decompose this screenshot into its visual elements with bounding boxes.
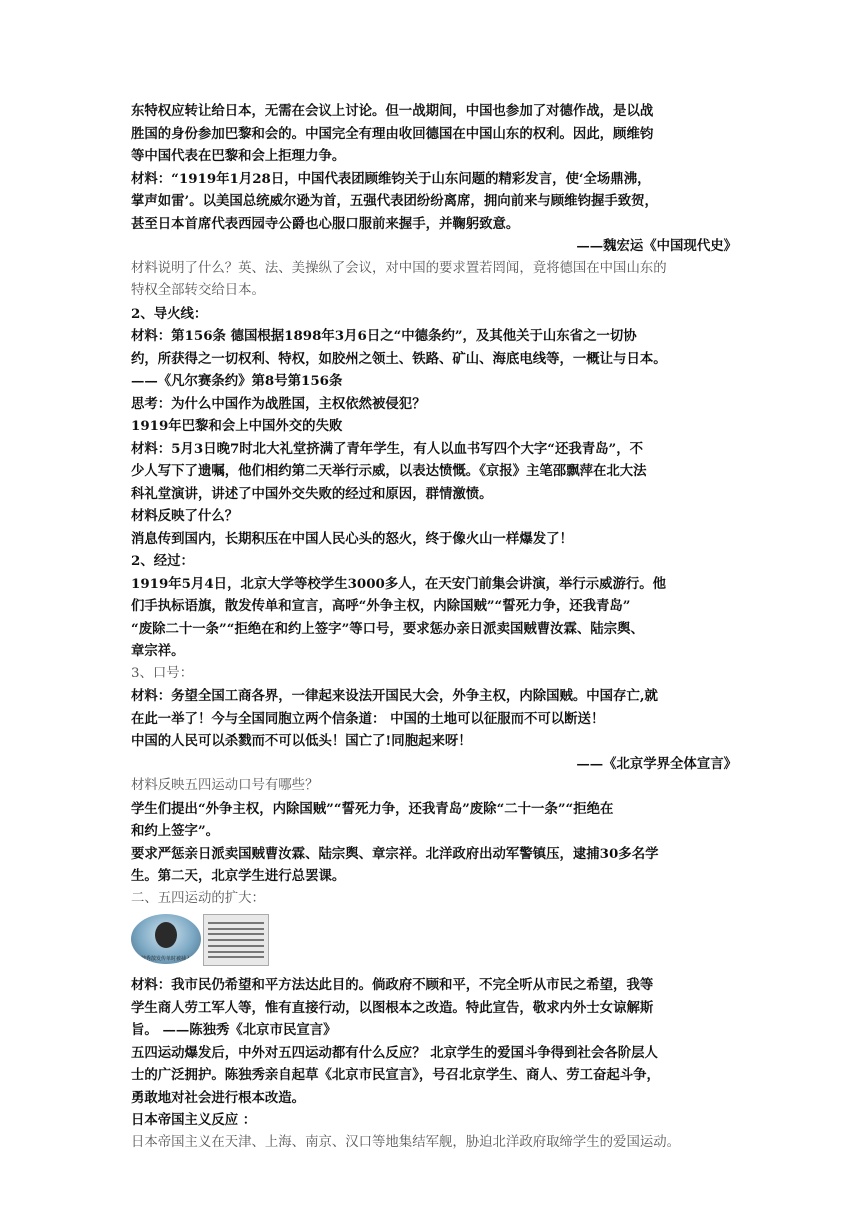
text-line: 章宗祥。	[131, 643, 185, 659]
text-line: 们手执标语旗，散发传单和宣言，高呼“外争主权，内除国贼”“誓死力争，还我青岛”	[131, 598, 631, 614]
text-line: 二、五四运动的扩大：	[131, 890, 265, 906]
text-line: 掌声如雷’。以美国总统威尔逊为首，五强代表团纷纷离席，拥向前来与顾维钧握手致贺，	[131, 193, 658, 209]
text-line: 特权全部转交给日本。	[131, 283, 265, 298]
portrait-figure	[155, 922, 177, 948]
text-line: 在此一举了！今与全国同胞立两个信条道： 中国的土地可以征服而不可以断送！	[131, 710, 605, 727]
text-line: 少人写下了遗嘱，他们相约第二天举行示威，以表达愤慨。《京报》主笔邵飘萍在北大法	[131, 463, 647, 479]
text-line: 勇敢地对社会进行根本改造。	[131, 1089, 306, 1106]
text-line: 中国的人民可以杀戮而不可以低头！国亡了!同胞起来呀！	[131, 733, 472, 749]
text-line: 2、经过：	[131, 553, 194, 569]
text-line: 1919年巴黎和会上中国外交的失败	[131, 418, 343, 434]
newspaper-image	[203, 914, 269, 966]
portrait-photo	[131, 914, 201, 964]
text-line: 五四运动爆发后，中外对五四运动都有什么反应？ 北京学生的爱国斗争得到社会各阶层人	[131, 1044, 658, 1061]
text-line: 要求严惩亲日派卖国贼曹汝霖、陆宗舆、章宗祥。北洋政府出动军警镇压，逮捕30多名学	[131, 845, 659, 862]
text-line: ——《北京学界全体宣言》	[576, 755, 737, 772]
photo-row	[131, 910, 737, 972]
text-line: 2、导火线：	[131, 305, 208, 322]
text-line: 材料：“1919年1月28日，中国代表团顾维钧关于山东问题的精彩发言，使‘全场鼎沸，	[131, 170, 651, 187]
text-line: 消息传到国内，长期积压在中国人民心头的怒火，终于像火山一样爆发了！	[131, 530, 573, 547]
text-line: 士的广泛拥护。陈独秀亲自起草《北京市民宣言》，号召北京学生、商人、劳工奋起斗争，	[131, 1067, 660, 1083]
photo-caption: 陈独秀散发传单时被捕入狱	[135, 956, 196, 962]
text-line: 东特权应转让给日本，无需在会议上讨论。但一战期间，中国也参加了对德作战，是以战	[131, 103, 654, 119]
text-line: ——魏宏运《中国现代史》	[576, 238, 737, 254]
text-line: 旨。 ——陈独秀《北京市民宣言》	[131, 1022, 337, 1038]
text-line: 甚至日本首席代表西园寺公爵也心服口服前来握手，并鞠躬致意。	[131, 215, 520, 232]
text-line: ——《凡尔赛条约》第8号第156条	[131, 373, 343, 389]
text-line: 材料反映了什么？	[131, 508, 239, 524]
text-line: 学生商人劳工军人等，惟有直接行动，以图根本之改造。特此宣告，敬求内外士女谅解斯	[131, 999, 654, 1016]
text-line: 日本帝国主义反应 ：	[131, 1112, 257, 1128]
text-line: 学生们提出“外争主权，内除国贼”“誓死力争，还我青岛”废除“二十一条”“拒绝在	[131, 800, 614, 817]
text-line: 和约上签字”。	[131, 823, 220, 839]
text-line: 材料：我市民仍希望和平方法达此目的。倘政府不顾和平，不完全听从市民之希望，我等	[131, 977, 654, 993]
text-line: 等中国代表在巴黎和会上拒理力争。	[131, 148, 346, 164]
text-line: 思考：为什么中国作为战胜国，主权依然被侵犯？	[131, 395, 426, 412]
text-line: 材料：务望全国工商各界，一律起来设法开国民大会，外争主权，内除国贼。中国存亡,就	[131, 688, 658, 704]
text-line: 日本帝国主义在天津、上海、南京、汉口等地集结军舰，胁迫北洋政府取缔学生的爱国运动。	[131, 1134, 681, 1150]
text-line: 胜国的身份参加巴黎和会的。中国完全有理由收回德国在中国山东的权利。因此，顾维钧	[131, 125, 654, 142]
text-line: 3、口号：	[131, 665, 194, 681]
document-page	[131, 100, 737, 1154]
text-line: 1919年5月4日，北京大学等校学生3000多人，在天安门前集会讲演，举行示威游行。他	[131, 575, 667, 592]
text-line: 材料反映五四运动口号有哪些？	[131, 778, 319, 793]
text-line: 科礼堂演讲，讲述了中国外交失败的经过和原因，群情激愤。	[131, 485, 493, 502]
text-line: 材料：第156条 德国根据1898年3月6日之“中德条约”，及其他关于山东省之一切协	[131, 328, 637, 344]
text-line: 生。第二天，北京学生进行总罢课。	[131, 868, 346, 884]
text-line: “废除二十一条”“拒绝在和约上签字”等口号，要求惩办亲日派卖国贼曹汝霖、陆宗舆、	[131, 620, 644, 637]
text-line: 约，所获得之一切权利、特权，如胶州之领土、铁路、矿山、海底电线等，一概让与日本。	[131, 350, 667, 367]
text-line: 材料：5月3日晚7时北大礼堂挤满了青年学生，有人以血书写四个大字“还我青岛”，不	[131, 440, 644, 457]
text-line: 材料说明了什么？英、法、美操纵了会议，对中国的要求置若罔闻，竟将德国在中国山东的	[131, 260, 667, 276]
